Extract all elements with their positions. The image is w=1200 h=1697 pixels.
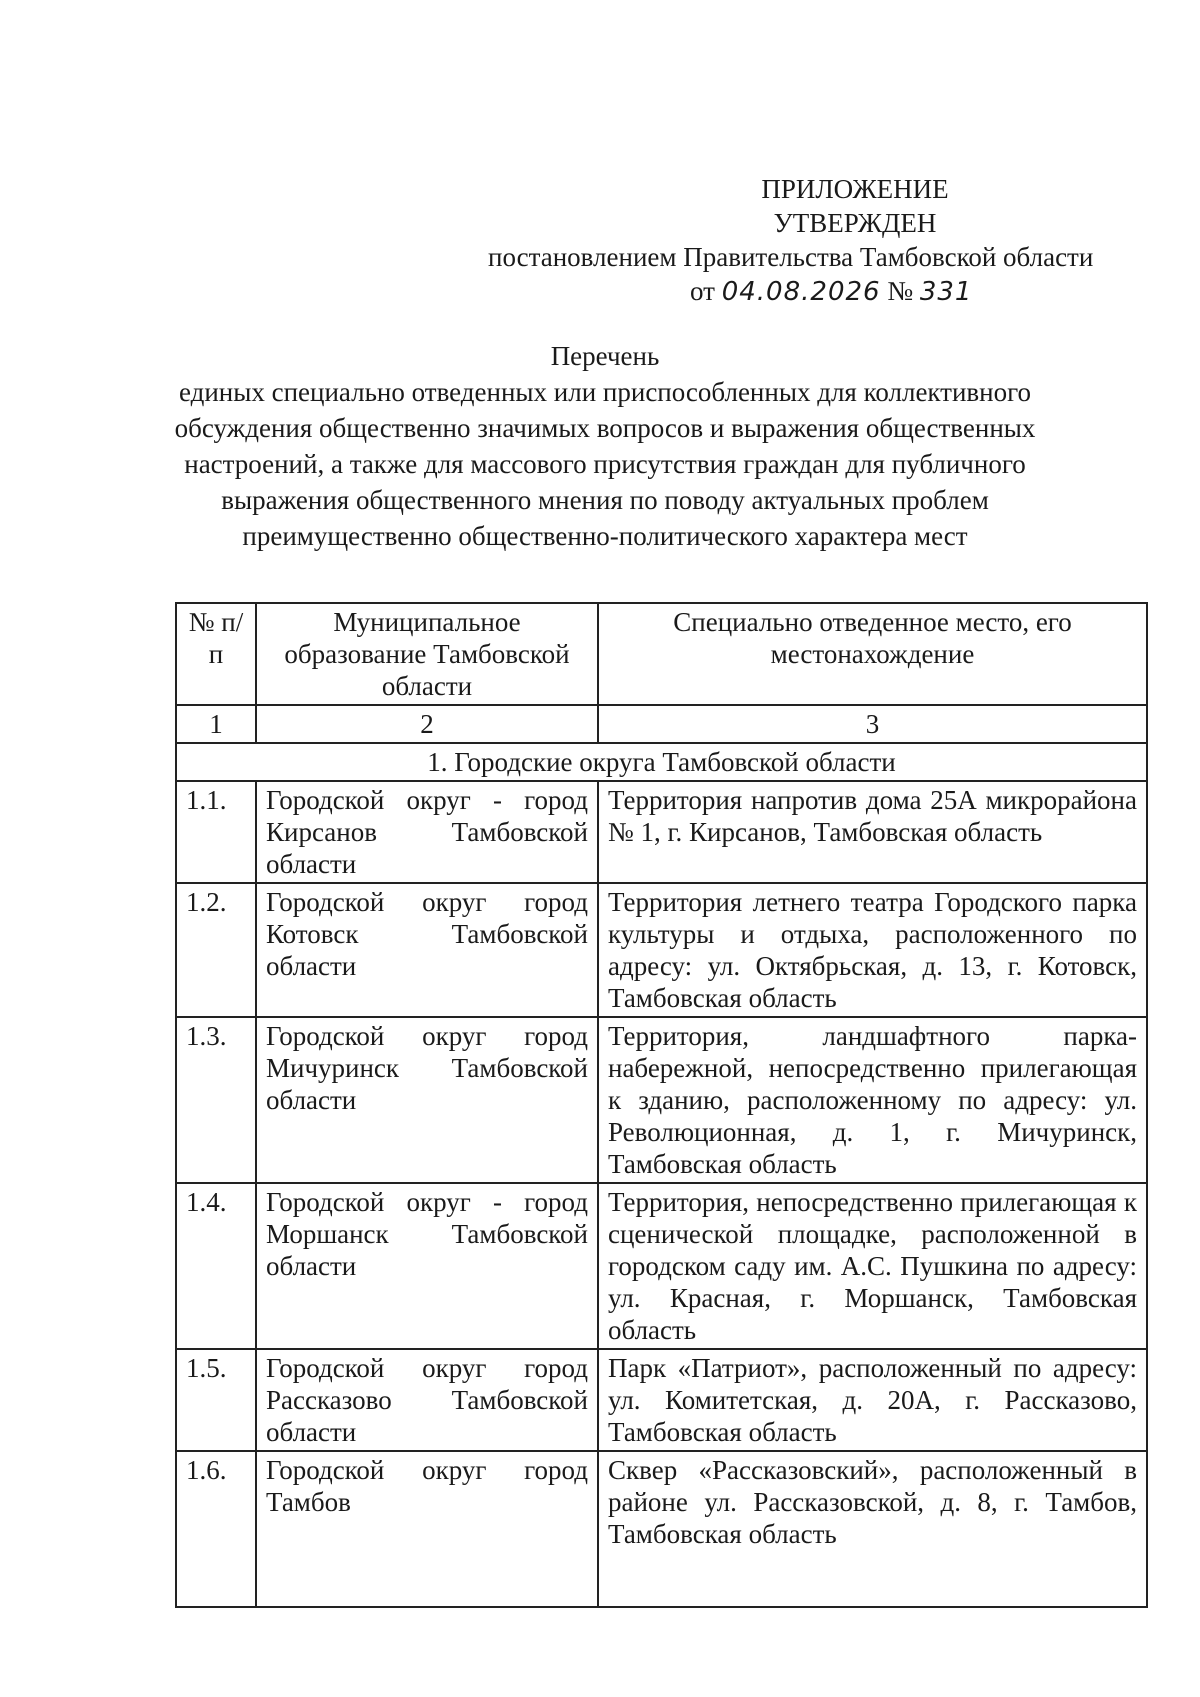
table-row [176, 1349, 1147, 1451]
row-municipality: Городской округ - город Моршанск Тамбовской области [256, 1183, 598, 1349]
header-place: Специально отведенное место, его местонахождение [598, 603, 1147, 705]
title-text: единых специально отведенных или приспособленных для коллективного обсуждения общественно значимых вопросов и выражения общественных настроений, а также для массового присутствия граждан для публичного выражения общественного мнения по поводу актуальных проблем преимущественно общественно-политического характера мест [174, 377, 1036, 551]
row-number: 1.5. [176, 1349, 256, 1451]
row-number: 1.3. [176, 1017, 256, 1183]
row-place: Территория напротив дома 25А микрорайона № 1, г. Кирсанов, Тамбовская область [598, 781, 1147, 883]
resolution-date-line [480, 274, 1120, 309]
header-number: № п/п [176, 603, 256, 705]
approval-block [480, 172, 1120, 309]
date-prefix: от [690, 276, 715, 306]
row-municipality: Городской округ город Рассказово Тамбовской области [256, 1349, 598, 1451]
column-number: 2 [256, 705, 598, 743]
table-row [176, 883, 1147, 1017]
row-number: 1.4. [176, 1183, 256, 1349]
row-place: Территория летнего театра Городского парка культуры и отдыха, расположенного по адресу: ул. Октябрьская, д. 13, г. Котовск, Тамбовская область [598, 883, 1147, 1017]
row-place: Сквер «Рассказовский», расположенный в районе ул. Рассказовской, д. 8, г. Тамбов, Тамбовская область [598, 1451, 1147, 1607]
table-header-row [176, 603, 1147, 705]
header-municipality: Муниципальное образование Тамбовской области [256, 603, 598, 705]
table-row [176, 1183, 1147, 1349]
row-municipality: Городской округ - город Кирсанов Тамбовской области [256, 781, 598, 883]
section-row [176, 743, 1147, 781]
row-place: Парк «Патриот», расположенный по адресу: ул. Комитетская, д. 20А, г. Рассказово, Тамбовская область [598, 1349, 1147, 1451]
column-number: 3 [598, 705, 1147, 743]
appendix-label: ПРИЛОЖЕНИЕ [761, 174, 949, 204]
title-heading: Перечень [550, 341, 660, 371]
table-row [176, 1451, 1147, 1607]
places-table [175, 602, 1148, 1608]
table-row [176, 1017, 1147, 1183]
row-number: 1.6. [176, 1451, 256, 1607]
table-row [176, 781, 1147, 883]
handwritten-number: 331 [919, 277, 973, 307]
row-number: 1.2. [176, 883, 256, 1017]
row-municipality: Городской округ город Котовск Тамбовской области [256, 883, 598, 1017]
row-number: 1.1. [176, 781, 256, 883]
column-number: 1 [176, 705, 256, 743]
row-municipality: Городской округ город Мичуринск Тамбовской области [256, 1017, 598, 1183]
column-numbers-row [176, 705, 1147, 743]
row-place: Территория, непосредственно прилегающая к сценической площадке, расположенной в городском саду им. А.С. Пушкина по адресу: ул. Красная, г. Моршанск, Тамбовская область [598, 1183, 1147, 1349]
handwritten-date: 04.08.2026 [721, 277, 881, 307]
row-municipality: Городской округ город Тамбов [256, 1451, 598, 1607]
document-title [150, 338, 1060, 554]
resolution-text: постановлением Правительства Тамбовской области [488, 242, 1094, 272]
number-sign: № [887, 276, 914, 306]
row-place: Территория, ландшафтного парка-набережной, непосредственно прилегающая к зданию, расположенному по адресу: ул. Революционная, д. 1, г. Мичуринск, Тамбовская область [598, 1017, 1147, 1183]
section-title: 1. Городские округа Тамбовской области [176, 743, 1147, 781]
approved-label: УТВЕРЖДЕН [773, 208, 937, 238]
